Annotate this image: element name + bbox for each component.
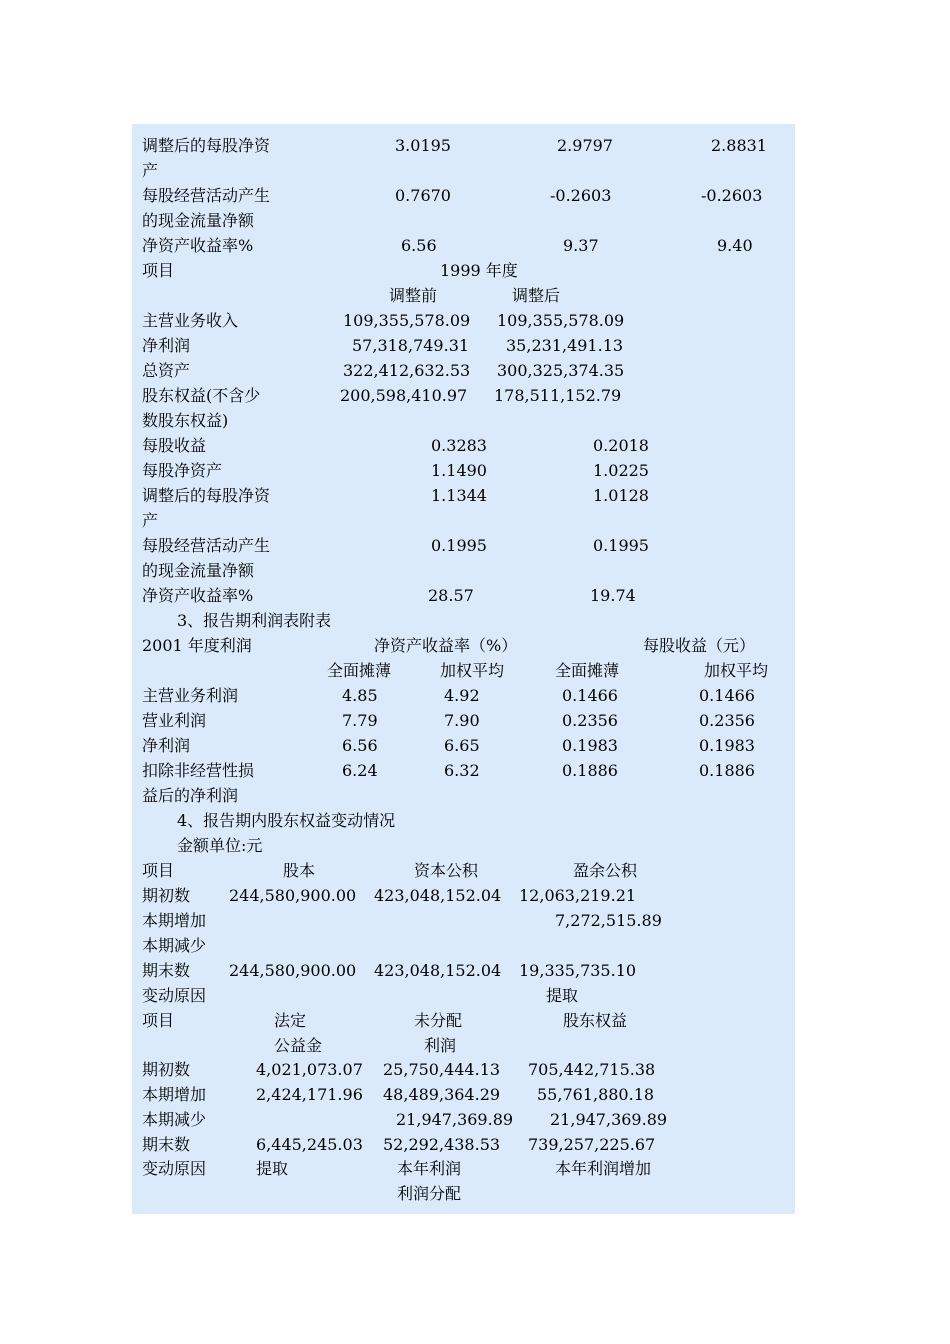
- column-header-item: 2001 年度利润: [142, 636, 252, 655]
- cell-value: 35,231,491.13: [506, 336, 624, 355]
- section-heading: 3、报告期利润表附表: [177, 611, 332, 630]
- section-heading: 4、报告期内股东权益变动情况: [177, 811, 396, 830]
- row-label: 总资产: [142, 361, 191, 380]
- cell-value: 9.40: [717, 236, 753, 255]
- cell-value: 52,292,438.53: [383, 1135, 501, 1154]
- row-label: 每股收益: [142, 436, 207, 455]
- cell-value: 0.1995: [593, 536, 649, 555]
- column-group-roe: 净资产收益率（%）: [374, 636, 518, 655]
- cell-value: 2.9797: [557, 136, 613, 155]
- column-header: 资本公积: [414, 861, 479, 880]
- cell-value: 本年利润增加: [555, 1159, 652, 1178]
- cell-value: 19.74: [590, 586, 636, 605]
- cell-value: 25,750,444.13: [383, 1060, 501, 1079]
- cell-value: 57,318,749.31: [352, 336, 470, 355]
- cell-value: 6.56: [401, 236, 437, 255]
- cell-value: 0.1466: [562, 686, 618, 705]
- row-label: 变动原因: [142, 986, 207, 1005]
- cell-value: 12,063,219.21: [519, 886, 637, 905]
- cell-value: -0.2603: [701, 186, 763, 205]
- cell-value: 200,598,410.97: [340, 386, 468, 405]
- cell-value: 423,048,152.04: [374, 886, 502, 905]
- cell-value: 本年利润: [397, 1159, 462, 1178]
- row-label: 调整后的每股净资: [142, 136, 271, 155]
- row-label: 主营业务收入: [142, 311, 239, 330]
- column-group-eps: 每股收益（元）: [643, 636, 756, 655]
- cell-value: 6.65: [444, 736, 480, 755]
- row-label: 期末数: [142, 961, 191, 980]
- column-subheader: 全面摊薄: [555, 661, 620, 680]
- column-header-year: 1999 年度: [440, 261, 518, 280]
- cell-value: 6.24: [342, 761, 378, 780]
- cell-value: 0.7670: [395, 186, 451, 205]
- row-label: 本期减少: [142, 1110, 207, 1129]
- cell-value: 6,445,245.03: [256, 1135, 363, 1154]
- row-label: 本期增加: [142, 1085, 207, 1104]
- cell-value: 0.2018: [593, 436, 649, 455]
- cell-value: 21,947,369.89: [396, 1110, 514, 1129]
- cell-value: 109,355,578.09: [497, 311, 625, 330]
- row-label-cont: 益后的净利润: [142, 786, 239, 805]
- cell-value: 4.85: [342, 686, 378, 705]
- cell-value: 1.0225: [593, 461, 649, 480]
- row-label: 期初数: [142, 886, 191, 905]
- column-header-before: 调整前: [389, 286, 438, 305]
- cell-value: 739,257,225.67: [528, 1135, 656, 1154]
- cell-value-cont: 利润分配: [397, 1184, 462, 1203]
- column-header-cont: 利润: [424, 1036, 457, 1055]
- cell-value: 244,580,900.00: [229, 886, 357, 905]
- row-label: 净利润: [142, 336, 191, 355]
- row-label: 股东权益(不含少: [142, 386, 261, 405]
- unit-note: 金额单位:元: [177, 836, 263, 855]
- column-header: 盈余公积: [573, 861, 638, 880]
- row-label: 每股经营活动产生: [142, 536, 271, 555]
- row-label: 营业利润: [142, 711, 207, 730]
- cell-value: 0.1886: [699, 761, 755, 780]
- cell-value: 0.2356: [699, 711, 755, 730]
- cell-value: 4.92: [444, 686, 480, 705]
- column-header-item: 项目: [142, 261, 175, 280]
- cell-value: 55,761,880.18: [537, 1085, 655, 1104]
- column-subheader: 加权平均: [704, 661, 769, 680]
- cell-value: 322,412,632.53: [343, 361, 471, 380]
- cell-value: 1.1490: [431, 461, 487, 480]
- column-header: 法定: [274, 1011, 307, 1030]
- row-label: 净资产收益率%: [142, 236, 254, 255]
- column-header: 未分配: [414, 1011, 463, 1030]
- cell-value: 6.56: [342, 736, 378, 755]
- cell-value: 提取: [256, 1159, 289, 1178]
- cell-value: 提取: [546, 986, 579, 1005]
- cell-value: 0.2356: [562, 711, 618, 730]
- row-label: 净利润: [142, 736, 191, 755]
- column-header: 项目: [142, 861, 175, 880]
- cell-value: 48,489,364.29: [383, 1085, 501, 1104]
- column-subheader: 加权平均: [440, 661, 505, 680]
- cell-value: 28.57: [428, 586, 474, 605]
- column-header: 股东权益: [563, 1011, 628, 1030]
- cell-value: 9.37: [563, 236, 599, 255]
- column-header: 股本: [283, 861, 316, 880]
- row-label: 主营业务利润: [142, 686, 239, 705]
- row-label-cont: 的现金流量净额: [142, 211, 255, 230]
- row-label: 净资产收益率%: [142, 586, 254, 605]
- cell-value: 7.90: [444, 711, 480, 730]
- cell-value: 300,325,374.35: [497, 361, 625, 380]
- cell-value: 3.0195: [395, 136, 451, 155]
- column-header-cont: 公益金: [274, 1036, 323, 1055]
- cell-value: 0.3283: [431, 436, 487, 455]
- row-label-cont: 产: [142, 161, 159, 180]
- column-header-after: 调整后: [512, 286, 561, 305]
- row-label: 调整后的每股净资: [142, 486, 271, 505]
- column-subheader: 全面摊薄: [327, 661, 392, 680]
- row-label: 期末数: [142, 1135, 191, 1154]
- row-label-cont: 的现金流量净额: [142, 561, 255, 580]
- cell-value: 7.79: [342, 711, 378, 730]
- cell-value: 21,947,369.89: [550, 1110, 668, 1129]
- cell-value: 0.1983: [562, 736, 618, 755]
- row-label: 每股经营活动产生: [142, 186, 271, 205]
- cell-value: 0.1886: [562, 761, 618, 780]
- cell-value: 6.32: [444, 761, 480, 780]
- cell-value: 1.0128: [593, 486, 649, 505]
- row-label: 变动原因: [142, 1159, 207, 1178]
- cell-value: 109,355,578.09: [343, 311, 471, 330]
- cell-value: 0.1995: [431, 536, 487, 555]
- cell-value: 19,335,735.10: [519, 961, 637, 980]
- row-label: 每股净资产: [142, 461, 223, 480]
- row-label: 本期增加: [142, 911, 207, 930]
- row-label: 期初数: [142, 1060, 191, 1079]
- cell-value: 4,021,073.07: [256, 1060, 363, 1079]
- row-label: 本期减少: [142, 936, 207, 955]
- row-label: 扣除非经营性损: [142, 761, 255, 780]
- cell-value: 2,424,171.96: [256, 1085, 363, 1104]
- row-label-cont: 产: [142, 511, 159, 530]
- cell-value: 0.1466: [699, 686, 755, 705]
- cell-value: 244,580,900.00: [229, 961, 357, 980]
- cell-value: 1.1344: [431, 486, 487, 505]
- cell-value: 705,442,715.38: [528, 1060, 656, 1079]
- cell-value: 423,048,152.04: [374, 961, 502, 980]
- cell-value: -0.2603: [550, 186, 612, 205]
- cell-value: 2.8831: [711, 136, 767, 155]
- cell-value: 178,511,152.79: [494, 386, 622, 405]
- row-label-cont: 数股东权益): [142, 411, 229, 430]
- cell-value: 0.1983: [699, 736, 755, 755]
- column-header: 项目: [142, 1011, 175, 1030]
- cell-value: 7,272,515.89: [555, 911, 662, 930]
